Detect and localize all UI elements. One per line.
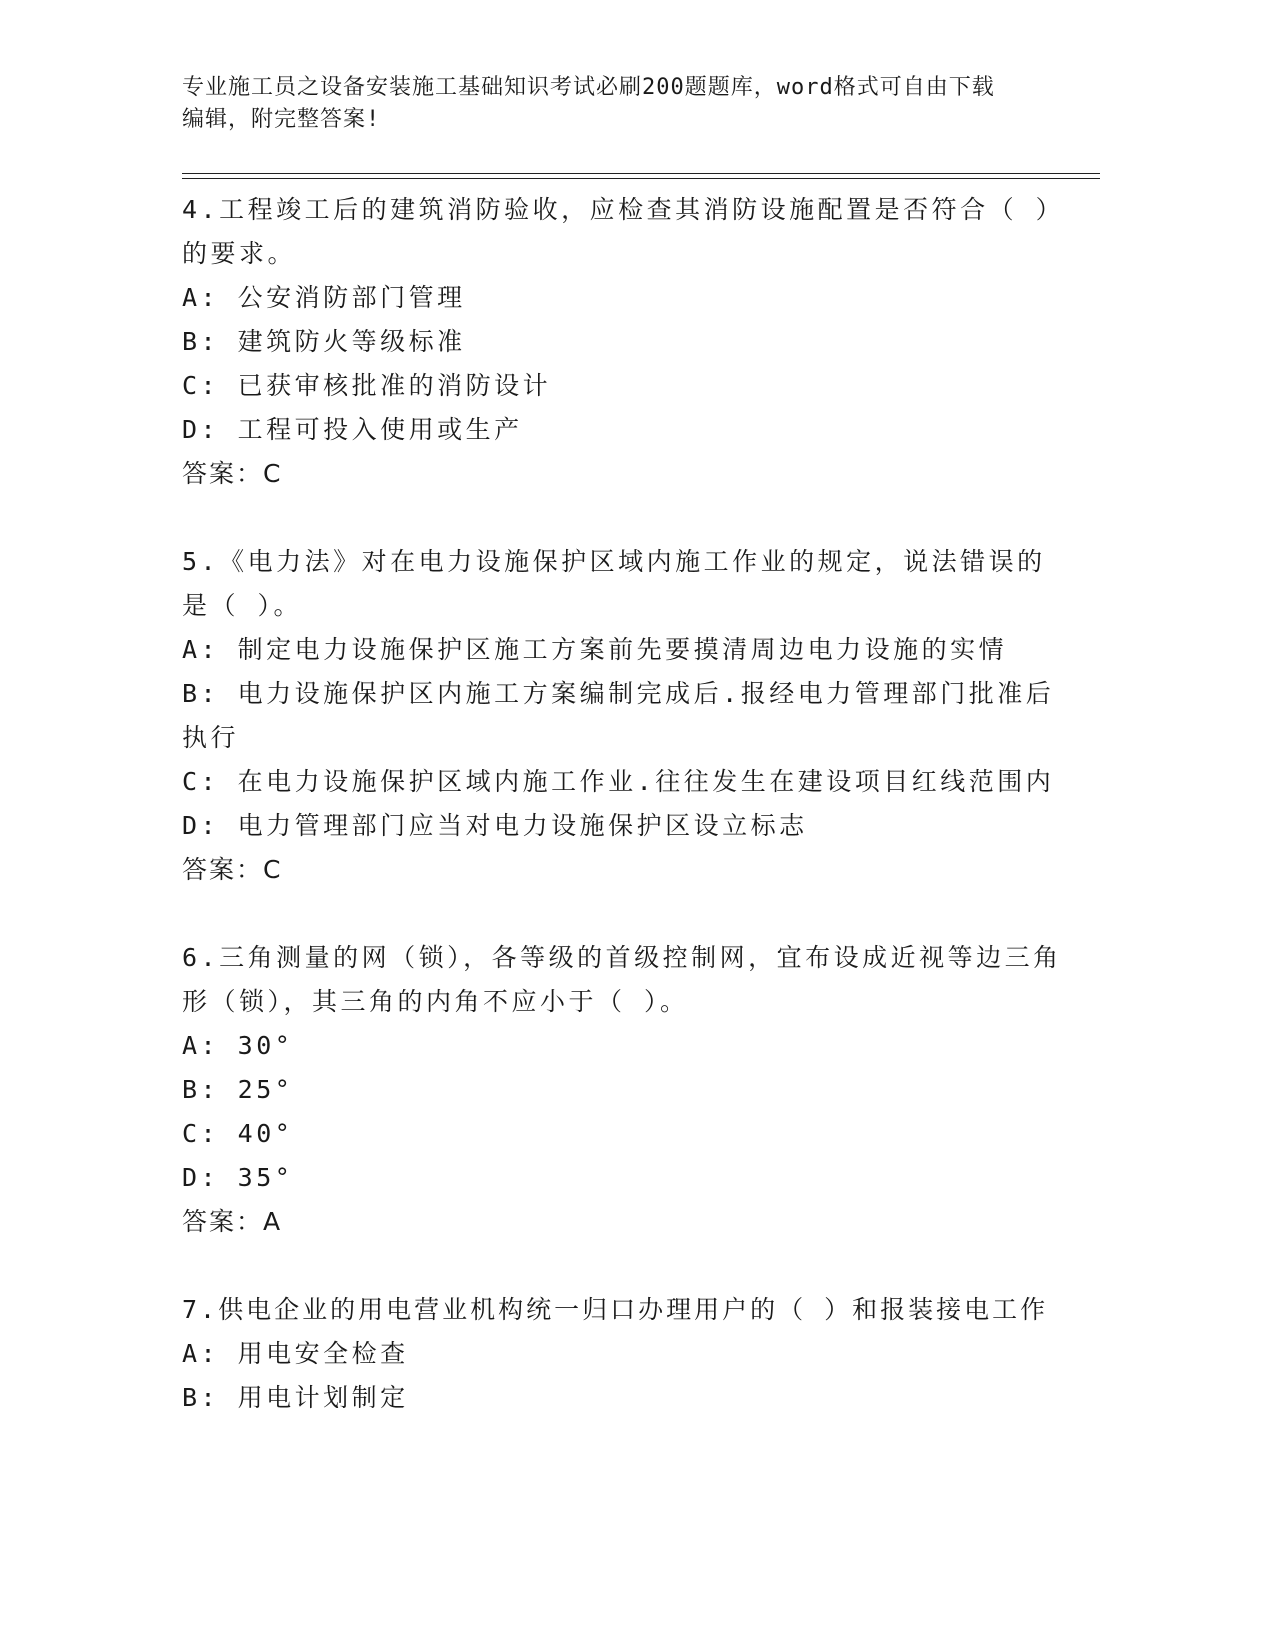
option-b: B: 建筑防火等级标准 bbox=[182, 327, 466, 356]
header-line-1: 专业施工员之设备安装施工基础知识考试必刷200题题库，word格式可自由下载 bbox=[182, 75, 995, 100]
option-c: C: 在电力设施保护区域内施工作业.往往发生在建设项目红线范围内 bbox=[182, 767, 1055, 796]
question-4 bbox=[182, 188, 1062, 496]
document-header bbox=[182, 72, 1042, 136]
question-5 bbox=[182, 540, 1062, 892]
header-divider-top bbox=[182, 173, 1100, 174]
option-a: A: 用电安全检查 bbox=[182, 1339, 409, 1368]
answer bbox=[182, 1200, 1062, 1244]
header-divider-bottom bbox=[182, 178, 1100, 179]
option-b: B: 用电计划制定 bbox=[182, 1383, 409, 1412]
question-list bbox=[182, 188, 1062, 1464]
question-text: 5.《电力法》对在电力设施保护区域内施工作业的规定，说法错误的是（ ）。 bbox=[182, 547, 1046, 620]
header-line-2: 编辑，附完整答案! bbox=[182, 107, 381, 132]
answer-label: 答案： bbox=[182, 855, 264, 884]
answer-label: 答案： bbox=[182, 459, 264, 488]
option-b: B: 25° bbox=[182, 1075, 294, 1104]
answer bbox=[182, 848, 1062, 892]
option-d: D: 35° bbox=[182, 1163, 294, 1192]
option-a: A: 制定电力设施保护区施工方案前先要摸清周边电力设施的实情 bbox=[182, 635, 1008, 664]
answer-value: C bbox=[263, 459, 282, 488]
answer bbox=[182, 452, 1062, 496]
option-d: D: 工程可投入使用或生产 bbox=[182, 415, 523, 444]
question-text: 7.供电企业的用电营业机构统一归口办理用户的（ ）和报装接电工作 bbox=[182, 1295, 1049, 1324]
answer-label: 答案： bbox=[182, 1207, 264, 1236]
option-a: A: 公安消防部门管理 bbox=[182, 283, 466, 312]
option-d: D: 电力管理部门应当对电力设施保护区设立标志 bbox=[182, 811, 808, 840]
question-text: 6.三角测量的网（锁），各等级的首级控制网，宜布设成近视等边三角形（锁），其三角的内角不应小于（ ）。 bbox=[182, 943, 1062, 1016]
option-a: A: 30° bbox=[182, 1031, 294, 1060]
question-7 bbox=[182, 1288, 1062, 1420]
option-c: C: 40° bbox=[182, 1119, 294, 1148]
option-b: B: 电力设施保护区内施工方案编制完成后.报经电力管理部门批准后执行 bbox=[182, 679, 1055, 752]
answer-value: A bbox=[263, 1207, 282, 1236]
question-6 bbox=[182, 936, 1062, 1244]
answer-value: C bbox=[263, 855, 282, 884]
option-c: C: 已获审核批准的消防设计 bbox=[182, 371, 552, 400]
question-text: 4.工程竣工后的建筑消防验收，应检查其消防设施配置是否符合（ ）的要求。 bbox=[182, 195, 1052, 268]
